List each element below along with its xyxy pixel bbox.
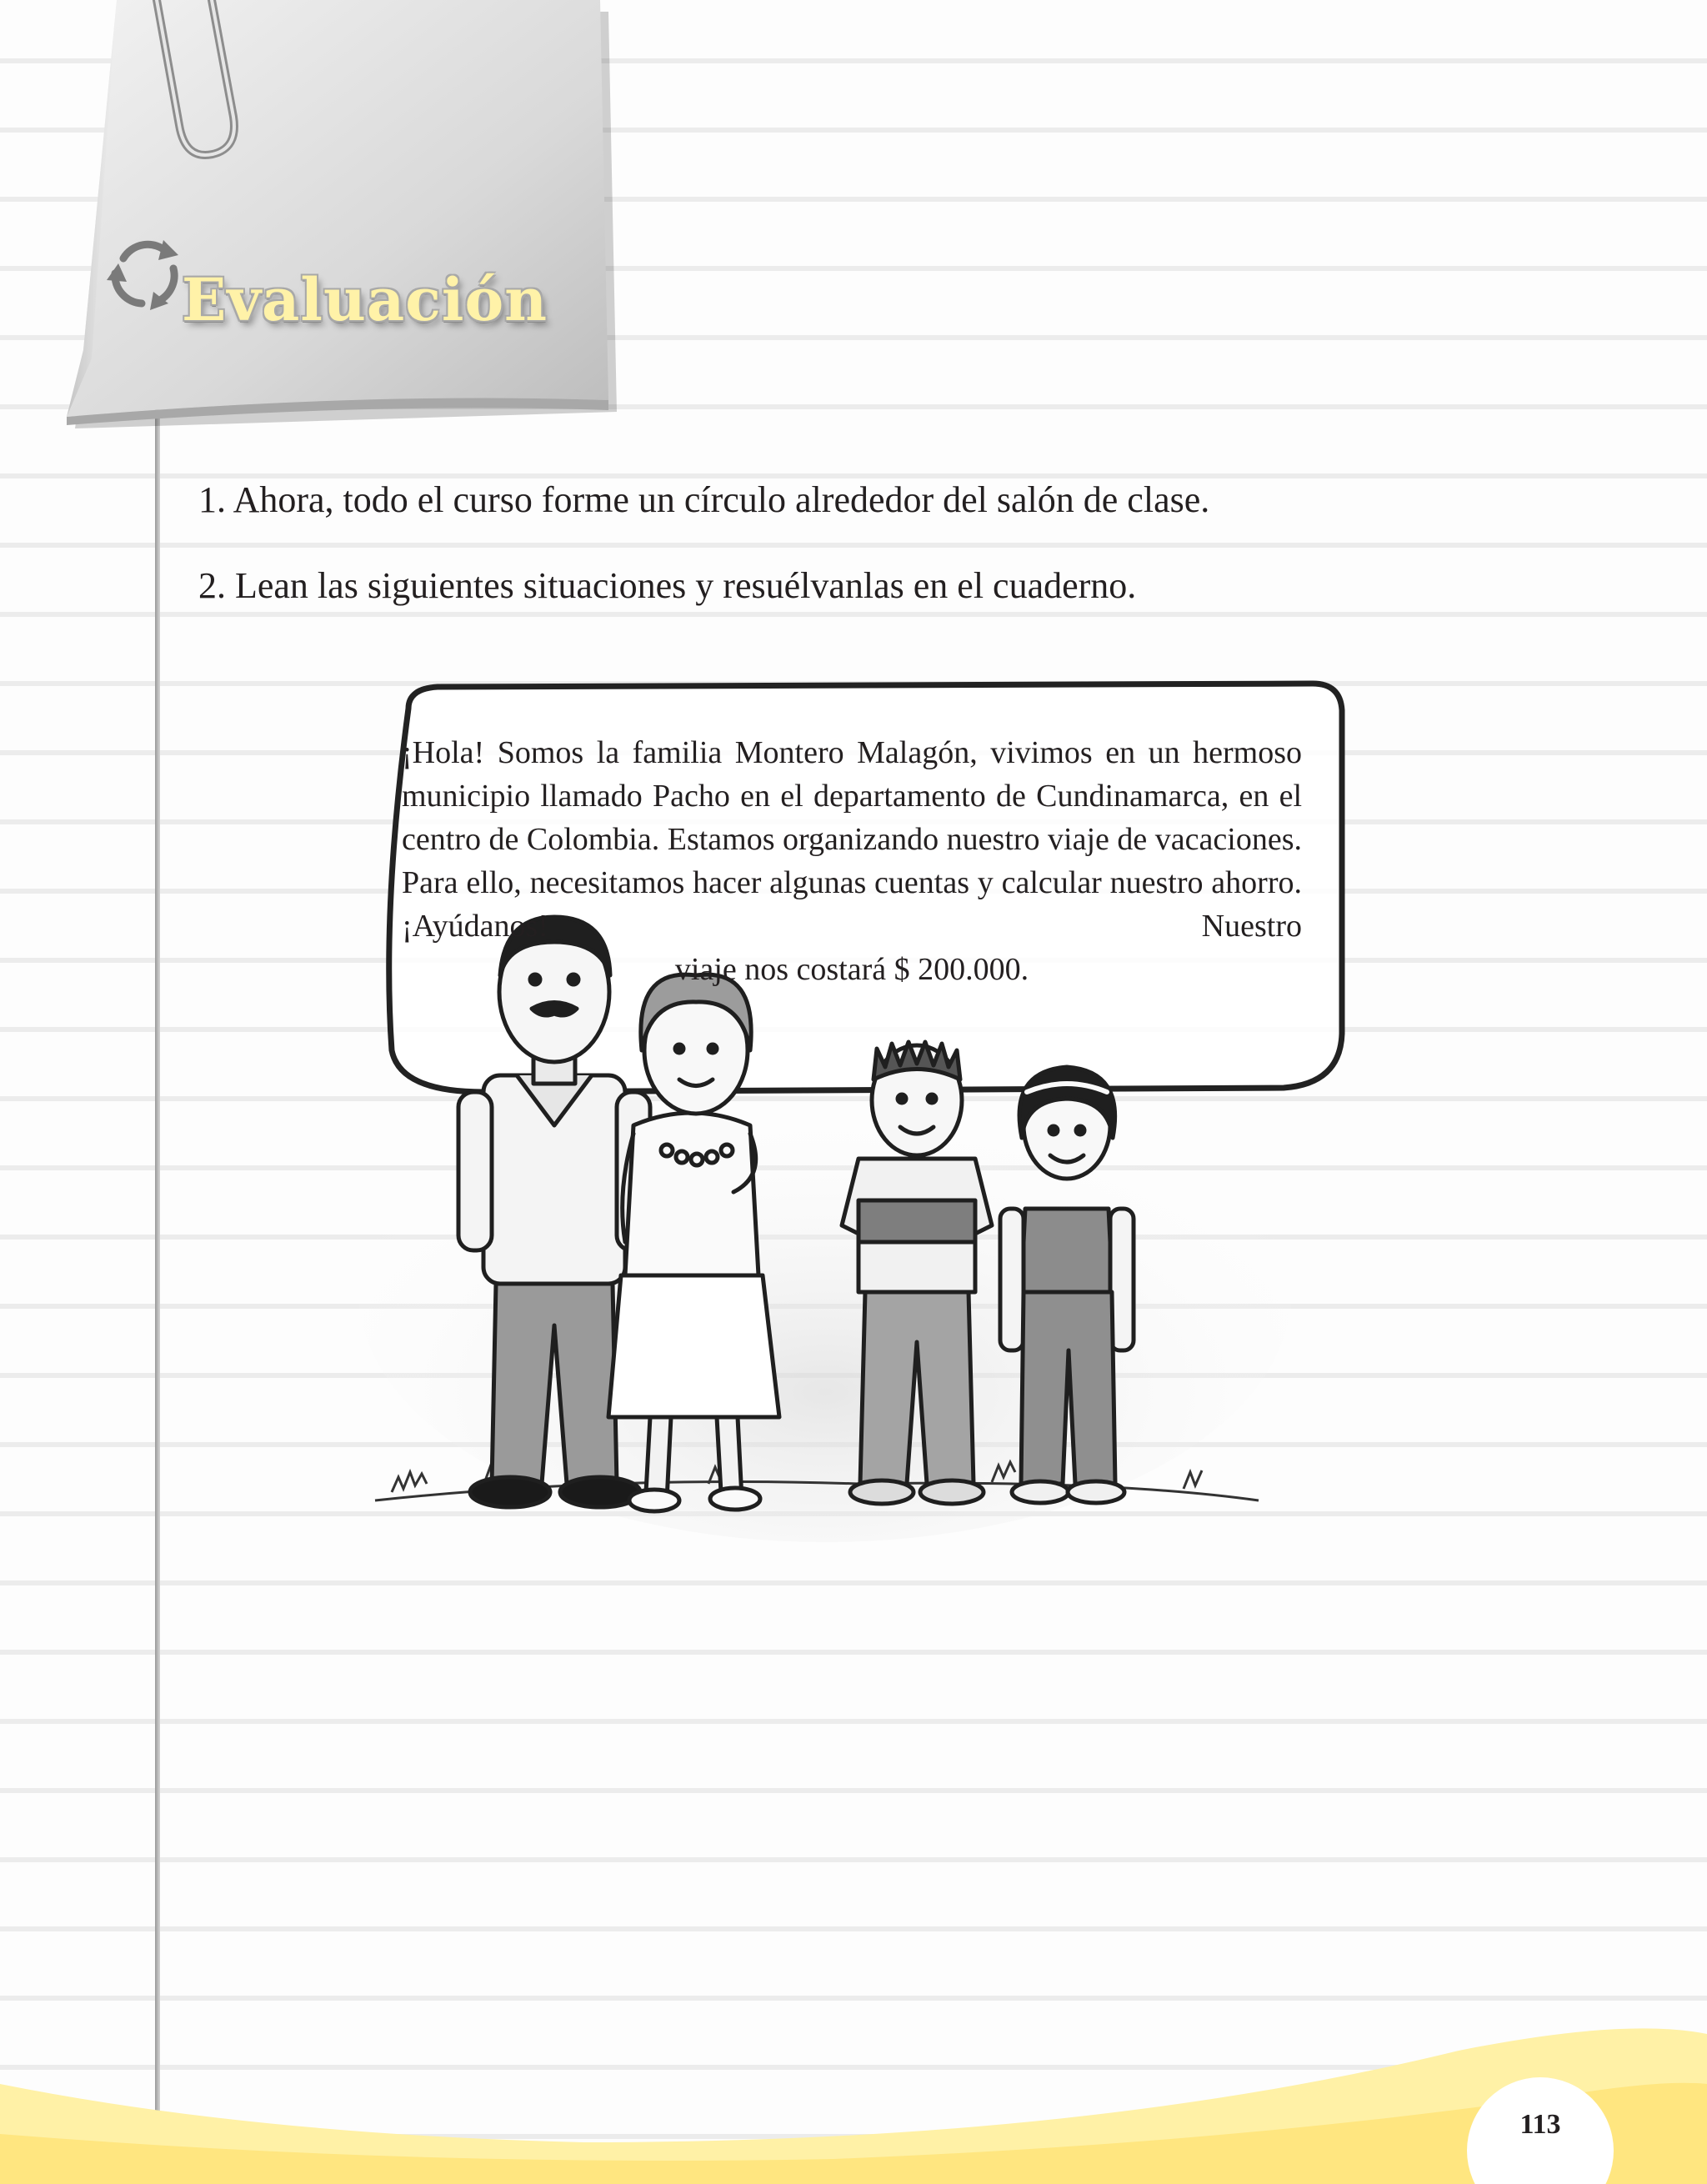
margin-line <box>155 392 160 2184</box>
speech-bubble-text-end: viaje nos costará $ 200.000. <box>674 952 1029 987</box>
instructions-list <box>198 477 1615 649</box>
recycle-arrows-icon <box>98 227 192 320</box>
instruction-item: 1. Ahora, todo el curso forme un círculo alrededor del salón de clase. <box>198 479 1210 520</box>
page-number: 113 <box>1519 2109 1561 2140</box>
speech-bubble-text: ¡Hola! Somos la familia Montero Malagón, vivimos en un hermoso municipio llamado Pacho en el departamento de Cundinamarca, en el centro de Colombia. Estamos organizando nuestro viaje de vacaciones. Para ello, necesitamos hacer algunas cuentas y calcular nuestro ahorro. ¡Ayúdanos! Nuestro <box>402 735 1302 944</box>
section-title: Evaluación <box>182 265 548 334</box>
instruction-item: 2. Lean las siguientes situaciones y resuélvanlas en el cuaderno. <box>198 565 1137 606</box>
footer-wave <box>0 2001 1707 2184</box>
